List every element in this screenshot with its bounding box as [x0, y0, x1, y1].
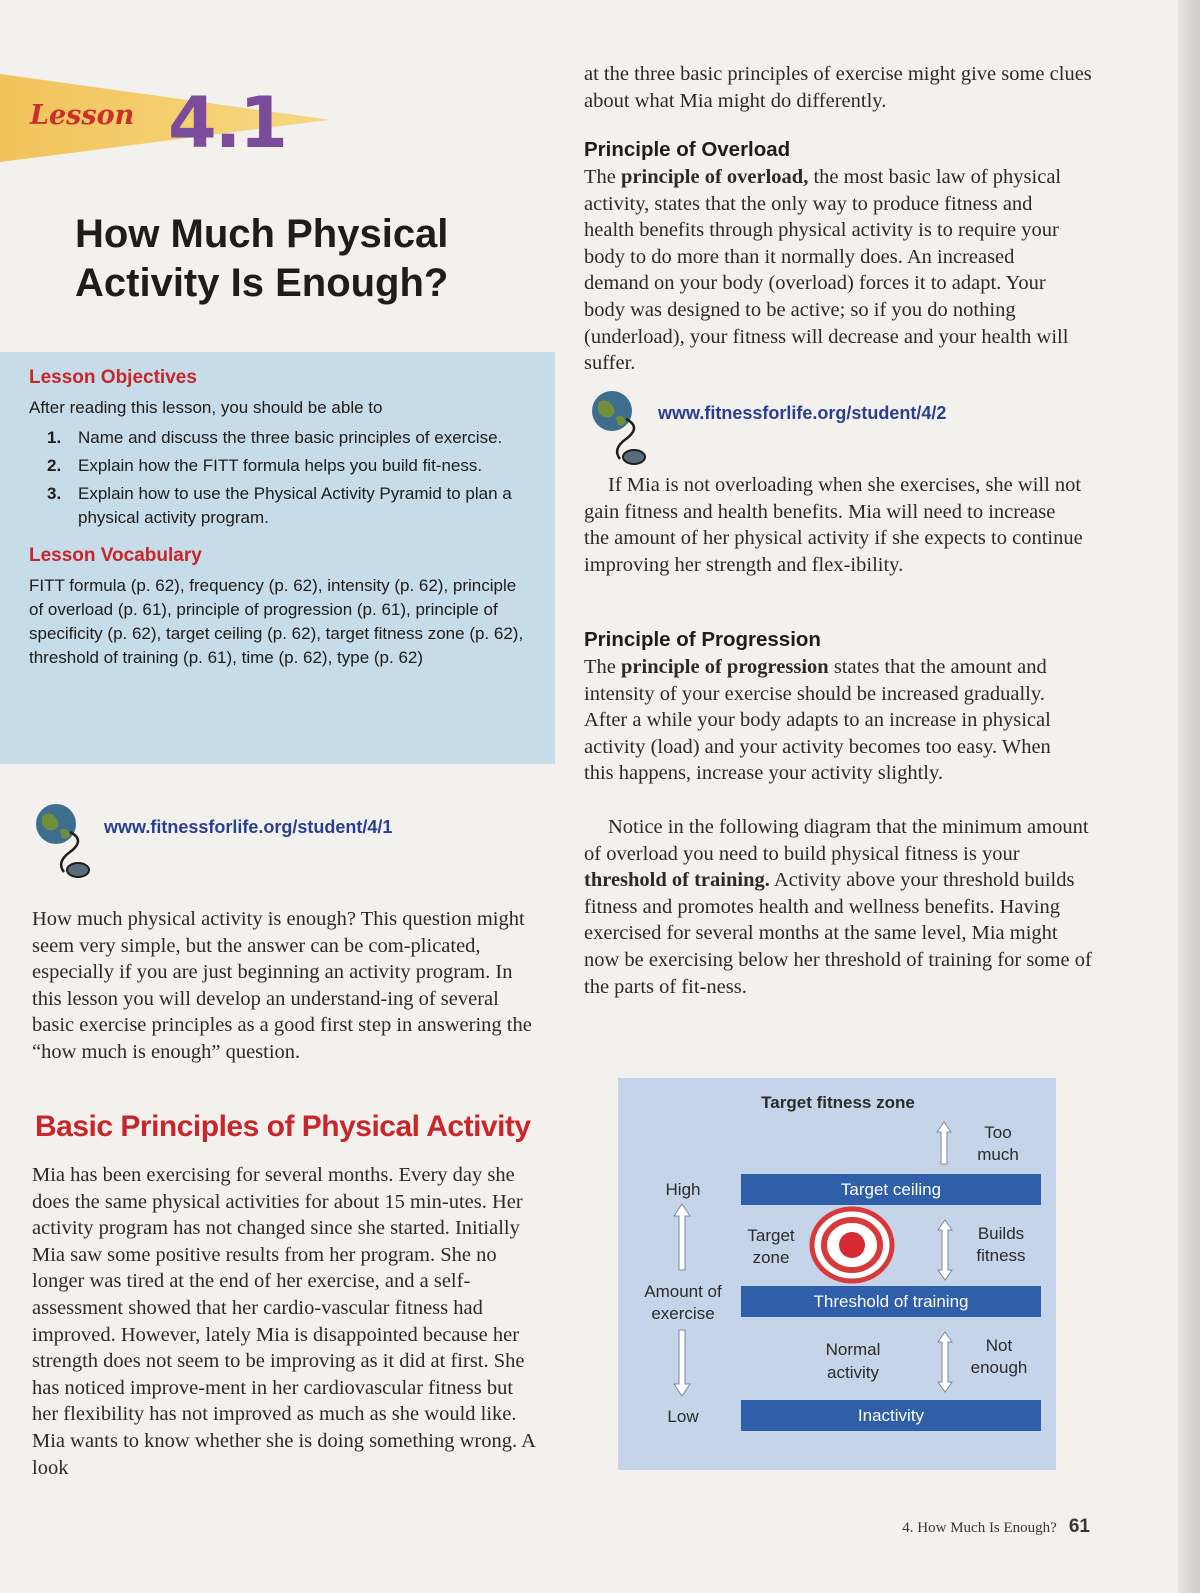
target-ceiling-bar: Target ceiling [741, 1174, 1041, 1205]
globe-mouse-icon [586, 387, 660, 467]
page-title: How Much Physical Activity Is Enough? [75, 212, 449, 305]
normal-activity-label-1: Normal [825, 1340, 881, 1359]
inactivity-bar: Inactivity [741, 1400, 1041, 1431]
too-much-label-2: much [977, 1145, 1019, 1164]
builds-fitness-arrow-icon [934, 1218, 956, 1282]
lesson-number: 4.1 [168, 82, 287, 164]
objective-number: 3. [47, 484, 62, 503]
target-zone-label-2: zone [752, 1248, 790, 1267]
target-bullseye-icon [808, 1206, 896, 1284]
mia-paragraph: Mia has been exercising for several months. Every day she does the same physical activities for about 15 min-utes. Her activity program has not changed since she started. Initially Mia saw some positive results from her program. She no longer was tired at the end of her exercise, and a self-assessment showed that her cardio-vascular fitness had improved. However, lately Mia is disappointed because her strength does not seem to be improving as it did at first. She has noticed improve-ment in her cardiovascular fitness but her flexibility has not improved as much as she would like. Mia wants to know whether she is doing something wrong. A look [32, 1164, 535, 1479]
progression-heading: Principle of Progression [584, 628, 821, 651]
overload-heading: Principle of Overload [584, 138, 791, 161]
threshold-text-b: Activity above your threshold builds fitness and promotes health and wellness benefits. Having exercised for several months at the same level, Mia might now be exercising below her threshold of training for some of the parts of fit-ness. [584, 869, 1092, 998]
right-top-paragraph: at the three basic principles of exercise might give some clues about what Mia might do differently. [584, 63, 1092, 112]
diagram-title: Target fitness zone [761, 1093, 915, 1112]
objectives-intro: After reading this lesson, you should be able to [29, 398, 383, 417]
builds-fitness-label-2: fitness [976, 1246, 1026, 1265]
target-zone-diagram [618, 1078, 1056, 1470]
too-much-label-1: Too [984, 1123, 1012, 1142]
footer-chapter: 4. How Much Is Enough? [902, 1520, 1057, 1536]
lesson-label: Lesson [30, 100, 135, 131]
threshold-text-a: Notice in the following diagram that the minimum amount of overload you need to build physical fitness is your [584, 816, 1089, 865]
objective-text: Explain how to use the Physical Activity Pyramid to plan a physical activity program. [78, 484, 512, 527]
not-enough-label-2: enough [970, 1358, 1028, 1377]
objective-number: 1. [47, 428, 62, 447]
target-zone-label-1: Target [747, 1226, 795, 1245]
threshold-term: threshold of training. [584, 869, 770, 892]
threshold-paragraph [584, 814, 1094, 1000]
objectives-content [29, 366, 534, 670]
amount-label-1: Amount of [644, 1282, 722, 1301]
objective-item [29, 426, 534, 450]
overload-paragraph [584, 164, 1084, 377]
objective-text: Explain how the FITT formula helps you build fit-ness. [78, 456, 483, 475]
overload-lead: The [584, 166, 621, 188]
high-label: High [665, 1180, 701, 1199]
intro-paragraph: How much physical activity is enough? This question might seem very simple, but the answer can be com-plicated, especially if you are just beginning an activity program. In this lesson you will develop an understand-ing of several basic exercise principles as a good first step in answering the “how much is enough” question. [32, 908, 532, 1063]
page-edge [1178, 0, 1200, 1593]
page-number: 61 [1068, 1516, 1090, 1537]
amount-label-2: exercise [651, 1304, 715, 1323]
overload-followup [584, 472, 1084, 578]
threshold-bar: Threshold of training [741, 1286, 1041, 1317]
normal-activity-label-2: activity [827, 1363, 879, 1382]
page-footer [902, 1516, 1090, 1538]
progression-rest: states that the amount and intensity of your exercise should be increased gradually. After a while your body adapts to an increase in physical activity (load) and your activity becomes too easy. When this happens, increase your activity slightly. [584, 656, 1051, 785]
amount-arrow-icon [670, 1200, 694, 1400]
objective-item [29, 482, 534, 530]
globe-mouse-icon [30, 800, 104, 880]
not-enough-label-1: Not [985, 1336, 1013, 1355]
progression-term: principle of progression [621, 656, 829, 678]
overload-rest: the most basic law of physical activity, states that the only way to produce fitness and health benefits through physical activity is to require your body to do more than it normally does. An increased demand on your body (overload) forces it to adapt. Your body was designed to be active; so if you do nothing (underload), your fitness will decrease and your health will suffer. [584, 166, 1069, 375]
builds-fitness-label-1: Builds [977, 1224, 1025, 1243]
progression-lead: The [584, 656, 621, 678]
progression-paragraph [584, 654, 1084, 787]
objective-item [29, 454, 534, 478]
objectives-list [29, 426, 534, 530]
vocabulary-text: FITT formula (p. 62), frequency (p. 62), intensity (p. 62), principle of overload (p. 61), principle of progression (p. 61), principle of specificity (p. 62), target ceiling (p. 62), target fitness zone (p. 62), threshold of training (p. 61), time (p. 62), type (p. 62) [29, 576, 524, 667]
objective-number: 2. [47, 456, 62, 475]
web-link-text[interactable]: www.fitnessforlife.org/student/4/1 [104, 816, 393, 837]
web-link-text[interactable]: www.fitnessforlife.org/student/4/2 [658, 402, 947, 423]
vocabulary-heading: Lesson Vocabulary [29, 545, 202, 566]
too-much-arrow-icon [934, 1120, 954, 1168]
web-link-2[interactable] [586, 387, 946, 467]
section-heading: Basic Principles of Physical Activity [35, 1110, 531, 1143]
objective-text: Name and discuss the three basic principles of exercise. [78, 428, 503, 447]
not-enough-arrow-icon [934, 1330, 956, 1394]
overload-term: principle of overload, [621, 166, 809, 188]
low-label: Low [667, 1407, 699, 1426]
web-link-1[interactable] [30, 800, 392, 880]
objectives-heading: Lesson Objectives [29, 367, 197, 388]
overload-followup-text: If Mia is not overloading when she exercises, she will not gain fitness and health benefits. Mia will need to increase the amount of her physical activity if she expects to continue improving her strength and flex-ibility. [584, 474, 1083, 576]
